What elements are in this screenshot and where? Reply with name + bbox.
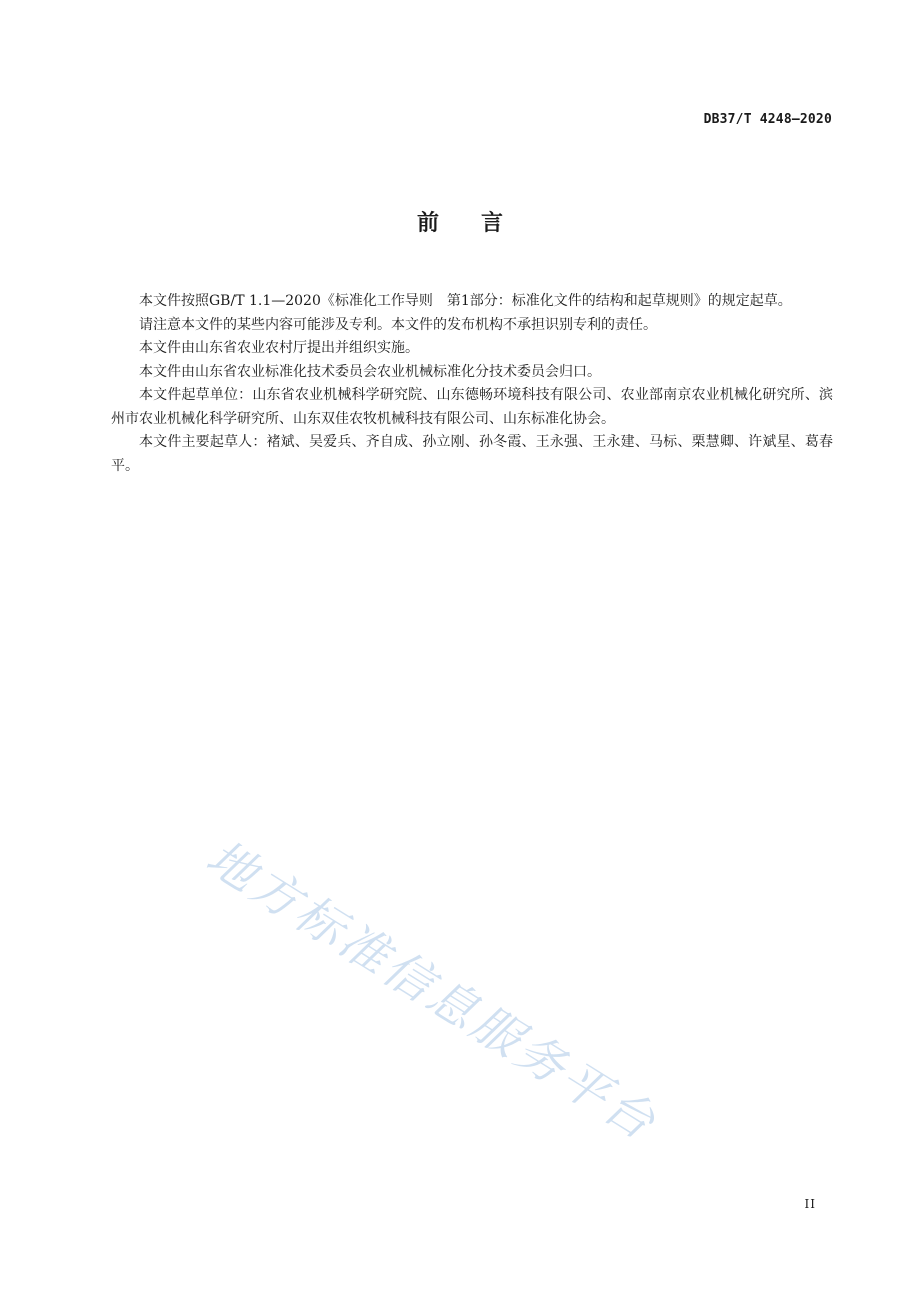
paragraph-drafting-rules: 本文件按照GB/T 1.1—2020《标准化工作导则 第1部分：标准化文件的结构和起草规则》的规定起草。 xyxy=(139,293,792,309)
paragraph-drafting-units: 本文件起草单位：山东省农业机械科学研究院、山东德畅环境科技有限公司、农业部南京农业机械化研究所、滨州市农业机械化科学研究所、山东双佳农牧机械科技有限公司、山东标准化协会。 xyxy=(111,387,833,427)
foreword-body xyxy=(111,290,833,478)
watermark: 地方标准信息服务平台 xyxy=(196,829,668,1153)
document-code: DB37/T 4248—2020 xyxy=(703,112,832,127)
paragraph-drafters: 本文件主要起草人：褚斌、吴爱兵、齐自成、孙立刚、孙冬霞、王永强、王永建、马标、栗慧卿、许斌星、葛春平。 xyxy=(111,434,833,474)
page-title: 前言 xyxy=(416,211,545,236)
paragraph-technical-committee: 本文件由山东省农业标准化技术委员会农业机械标准化分技术委员会归口。 xyxy=(139,363,601,380)
paragraph-proposer: 本文件由山东省农业农村厅提出并组织实施。 xyxy=(139,340,419,356)
paragraph-patent-notice: 请注意本文件的某些内容可能涉及专利。本文件的发布机构不承担识别专利的责任。 xyxy=(139,316,657,333)
page-number: II xyxy=(804,1197,816,1211)
